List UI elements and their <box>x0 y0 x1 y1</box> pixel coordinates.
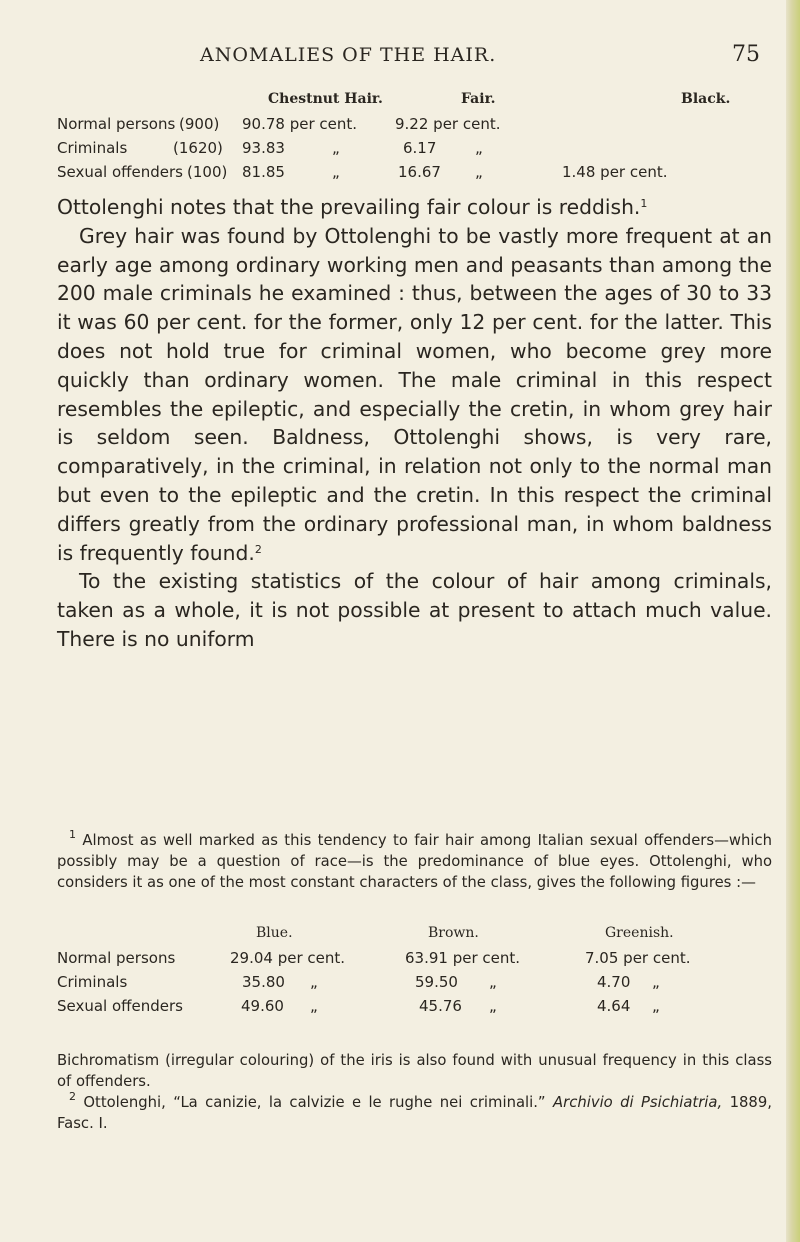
ditto-mark: „ <box>475 139 483 157</box>
body-text <box>57 193 772 654</box>
green-value: 4.70 <box>597 973 631 991</box>
footnote-body: Almost as well marked as this tendency to fair hair among Italian sexual offenders—which possibly may be a question of race—is the predominance of blue eyes. Ottolenghi, who considers it as one of the most constant characters of the class, gives the following figures :— <box>57 832 772 891</box>
paragraph <box>57 193 772 222</box>
page-edge <box>786 0 800 1242</box>
table-header-row <box>57 91 777 115</box>
paragraph <box>57 222 772 568</box>
footnote-text <box>57 830 772 893</box>
column-header: Blue. <box>256 925 293 941</box>
row-count: (1620) <box>173 139 223 157</box>
footnote-ref[interactable]: 2 <box>254 542 262 556</box>
ditto-mark: „ <box>332 163 340 181</box>
page-title: ANOMALIES OF THE HAIR. <box>200 44 497 66</box>
page-number: 75 <box>732 42 760 67</box>
ditto-mark: „ <box>310 997 318 1015</box>
ditto-mark: „ <box>332 139 340 157</box>
table-row <box>57 163 777 187</box>
brown-value: 59.50 <box>415 973 458 991</box>
citation-rest: 1889, Fasc. I. <box>57 1094 772 1132</box>
ditto-mark: „ <box>475 163 483 181</box>
ditto-mark: „ <box>310 973 318 991</box>
citation-text: Ottolenghi, “La canizie, la calvizie e le rughe nei criminali.” <box>83 1094 546 1111</box>
column-header: Brown. <box>428 925 479 941</box>
table-row <box>57 115 777 139</box>
chestnut-value: 93.83 <box>242 139 285 157</box>
paragraph-text: Ottolenghi notes that the prevailing fair colour is reddish. <box>57 195 641 219</box>
table-row <box>57 139 777 163</box>
footnote-marker: 1 <box>69 828 76 841</box>
paragraph-text: Grey hair was found by Ottolenghi to be vastly more frequent at an early age among ordinary working men and peasants than among the 200 male criminals he examined : thus, between the ages of 30 to 33 it was 60 per cent. for the former, only 12 per cent. for the latter. This does not hold true for criminal women, who become grey more quickly than ordinary women. The male criminal in this respect resembles the epileptic, and especially the cretin, in whom grey hair is seldom seen. Baldness, Ottolenghi shows, is very rare, comparatively, in the criminal, in relation not only to the normal man but even to the epileptic and the cretin. In this respect the criminal differs greatly from the ordinary professional man, in whom baldness is frequently found. <box>57 223 772 565</box>
table-header-row <box>57 925 777 949</box>
row-count: (100) <box>187 163 228 181</box>
running-header <box>200 44 760 74</box>
table-row <box>57 949 777 973</box>
chestnut-value: 81.85 <box>242 163 285 181</box>
blue-value: 35.80 <box>242 973 285 991</box>
fair-value: 6.17 <box>403 139 437 157</box>
footnote-text: Bichromatism (irregular colouring) of the iris is also found with unusual frequency in this class of offenders. <box>57 1052 772 1090</box>
column-header: Greenish. <box>605 925 674 941</box>
row-label: Normal persons <box>57 949 176 967</box>
green-value: 7.05 per cent. <box>585 949 691 967</box>
footnote-2-block <box>57 1050 772 1134</box>
fair-value: 16.67 <box>398 163 441 181</box>
row-label: Sexual offenders <box>57 163 183 181</box>
blue-value: 29.04 per cent. <box>230 949 346 967</box>
eye-colour-table <box>57 925 777 1021</box>
footnote-2 <box>57 1092 772 1134</box>
footnote-ref[interactable]: 1 <box>640 197 648 210</box>
row-label: Criminals <box>57 973 128 991</box>
ditto-mark: „ <box>652 997 660 1015</box>
brown-value: 63.91 per cent. <box>405 949 521 967</box>
fair-value: 9.22 per cent. <box>395 115 501 133</box>
row-label: Normal persons <box>57 115 176 133</box>
footnote-marker: 2 <box>69 1090 76 1103</box>
column-header: Fair. <box>461 91 496 107</box>
brown-value: 45.76 <box>419 997 462 1015</box>
table-row <box>57 973 777 997</box>
ditto-mark: „ <box>489 973 497 991</box>
column-header: Black. <box>681 91 731 107</box>
journal-title: Archivio di Psichiatria, <box>552 1094 723 1111</box>
row-label: Sexual offenders <box>57 997 183 1015</box>
black-value: 1.48 per cent. <box>562 163 668 181</box>
ditto-mark: „ <box>489 997 497 1015</box>
hair-colour-table <box>57 91 777 187</box>
paragraph: To the existing statistics of the colour of hair among criminals, taken as a whole, it is not possible at present to attach much value. There is no uniform <box>57 569 772 651</box>
row-count: (900) <box>179 115 220 133</box>
footnote-1 <box>57 830 772 893</box>
column-header: Chestnut Hair. <box>268 91 383 107</box>
row-label: Criminals <box>57 139 128 157</box>
chestnut-value: 90.78 per cent. <box>242 115 358 133</box>
table-row <box>57 997 777 1021</box>
green-value: 4.64 <box>597 997 631 1015</box>
ditto-mark: „ <box>652 973 660 991</box>
blue-value: 49.60 <box>241 997 284 1015</box>
